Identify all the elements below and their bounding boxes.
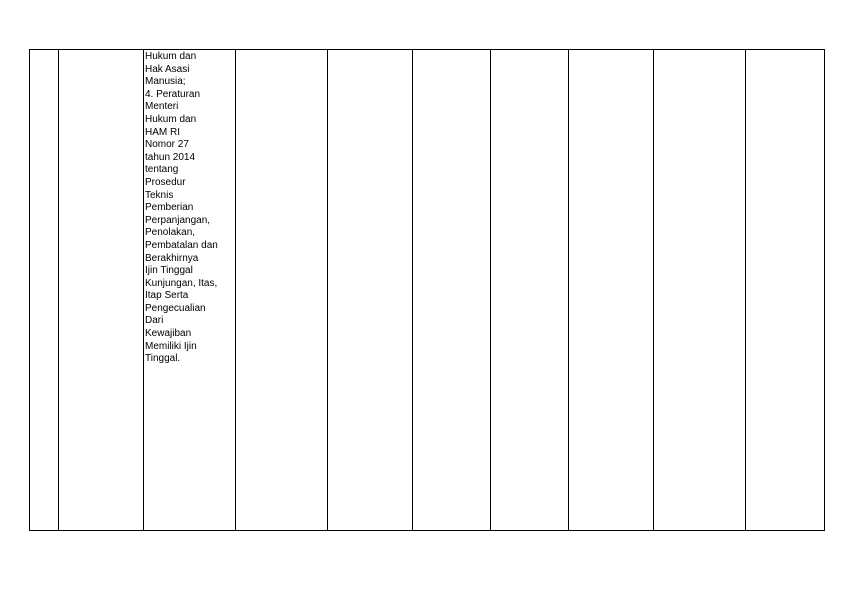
table-cell-col7 (491, 50, 569, 531)
table-cell-col10 (746, 50, 825, 531)
text-line: Pemberian (145, 202, 194, 214)
text-line: 4. Peraturan (145, 88, 201, 100)
text-line: Berakhirnya (145, 252, 199, 264)
text-line: Pembatalan dan (145, 239, 218, 251)
text-line: Perpanjangan, (145, 214, 211, 226)
text-line: Memiliki Ijin (145, 340, 197, 352)
text-line: Hukum dan (145, 113, 197, 125)
table-cell-col9 (654, 50, 746, 531)
table-cell-col8 (569, 50, 654, 531)
text-line: Nomor 27 (145, 139, 189, 151)
table-cell-col6 (413, 50, 491, 531)
table-cell-col5 (328, 50, 413, 531)
text-line: Tinggal. (145, 353, 181, 365)
text-line: HAM RI (145, 126, 180, 138)
text-line: Pengecualian (145, 302, 206, 314)
table-cell-number (30, 50, 59, 531)
table-cell-col2 (59, 50, 144, 531)
text-line: Kunjungan, Itas, (145, 277, 218, 289)
legal-basis-text (144, 50, 235, 366)
text-line: Menteri (145, 101, 179, 113)
text-line: Dari (145, 315, 164, 327)
text-line: Ijin Tinggal (145, 265, 193, 277)
text-line: Prosedur (145, 176, 186, 188)
table-row (30, 50, 825, 531)
table-cell-col4 (236, 50, 328, 531)
text-line: tahun 2014 (145, 151, 196, 163)
text-line: Manusia; (145, 76, 186, 88)
text-line: Teknis (145, 189, 174, 201)
text-line: Penolakan, (145, 227, 196, 239)
text-line: Hukum dan (145, 51, 197, 62)
text-line: Kewajiban (145, 328, 192, 340)
text-line: Hak Asasi (145, 63, 190, 75)
table-cell-legal-basis (144, 50, 236, 531)
regulation-table (29, 49, 825, 531)
text-line: tentang (145, 164, 179, 176)
text-line: Itap Serta (145, 290, 189, 302)
